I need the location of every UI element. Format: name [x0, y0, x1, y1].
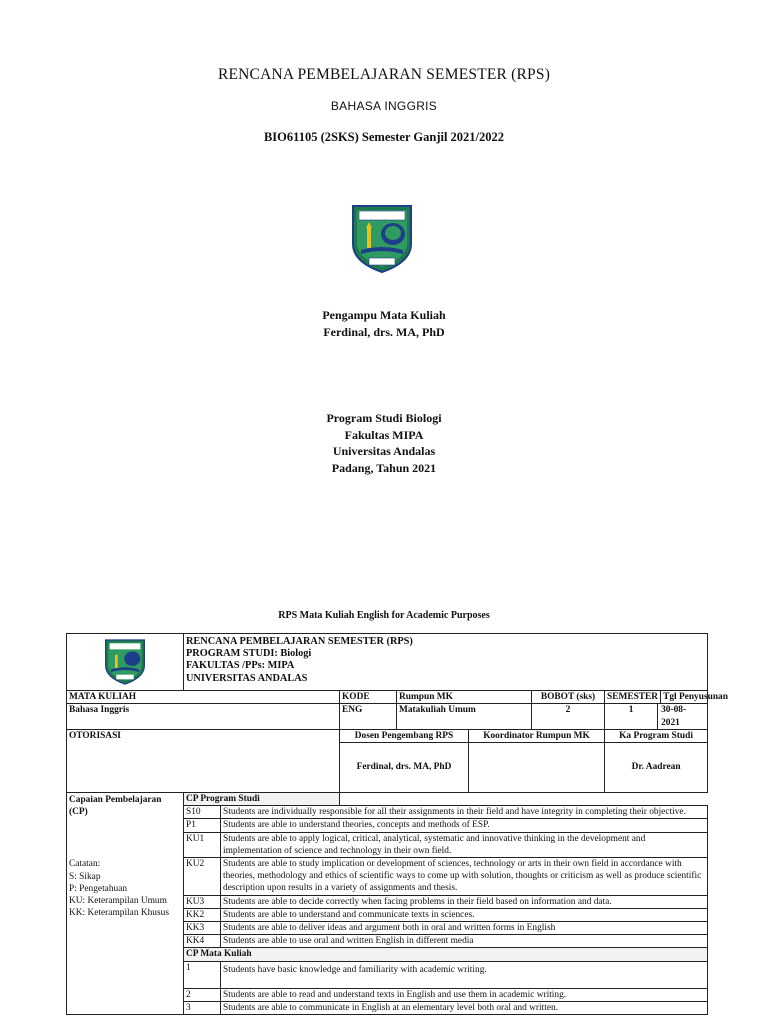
- cp-mk-code: 2: [184, 988, 221, 1001]
- cp-code: KU2: [184, 858, 221, 896]
- cp-text: Students are able to understand and communicate texts in sciences.: [221, 908, 708, 921]
- val-rumpun: Matakuliah Umum: [397, 704, 532, 729]
- col-semester: SEMESTER: [605, 691, 661, 703]
- cp-code: S10: [184, 806, 221, 819]
- cp-code: KK4: [184, 935, 221, 948]
- rps-table: [66, 633, 728, 1015]
- cp-mk-code: 3: [184, 1001, 221, 1014]
- university-name: Universitas Andalas: [332, 444, 436, 458]
- cp-text: Students are individually responsible for all their assignments in their field and have integrity in completing their objective.: [221, 806, 708, 819]
- cp-text: Students are able to deliver ideas and argument both in oral and written forms in English: [221, 922, 708, 935]
- val-bobot: 2: [532, 704, 605, 729]
- header-line: FAKULTAS /PPs: MIPA: [186, 660, 295, 672]
- catatan-line: KU: Keterampilan Umum: [69, 896, 167, 907]
- dosen-name: Ferdinal, drs. MA, PhD: [340, 743, 469, 793]
- val-kode: ENG: [340, 704, 397, 729]
- cp-text: Students are able to apply logical, critical, analytical, systematic and innovative thinking in the development and implementation of science and technology in their own field.: [221, 832, 708, 857]
- header-line: UNIVERSITAS ANDALAS: [186, 672, 308, 684]
- rps-heading: RPS Mata Kuliah English for Academic Purposes: [278, 610, 490, 621]
- lecturer-block: [0, 307, 768, 340]
- cp-mk-label: CP Mata Kuliah: [184, 948, 708, 961]
- catatan-line: KK: Keterampilan Khusus: [69, 908, 169, 919]
- cp-text: Students are able to understand theories, concepts and methods of ESP.: [221, 819, 708, 832]
- institution-block: [0, 410, 768, 476]
- kaprodi-name: Dr. Aadrean: [605, 743, 708, 793]
- cp-prodi-spacer: [340, 793, 708, 806]
- cp-code: KK3: [184, 922, 221, 935]
- col-semester-tgl: [605, 691, 728, 704]
- kaprodi-label: Ka Program Studi: [605, 729, 708, 742]
- col-rumpun: Rumpun MK: [397, 691, 532, 704]
- course-code-line: BIO61105 (2SKS) Semester Ganjil 2021/2022: [263, 130, 505, 144]
- cp-code: KK2: [184, 908, 221, 921]
- table-header-block: [184, 634, 708, 691]
- lecturer-label: Pengampu Mata Kuliah: [322, 308, 446, 322]
- dosen-label: Dosen Pengembang RPS: [340, 729, 469, 742]
- koordinator-label: Koordinator Rumpun MK: [469, 729, 605, 742]
- university-seal-small-logo: [100, 636, 150, 686]
- col-mata-kuliah: MATA KULIAH: [67, 691, 340, 704]
- cp-label-cell: [67, 793, 184, 1015]
- catatan-line: S: Sikap: [69, 871, 101, 882]
- place-year: Padang, Tahun 2021: [331, 460, 437, 475]
- val-tgl: 30-08-2021: [661, 705, 687, 728]
- koordinator-name: [469, 743, 605, 793]
- header-line: RENCANA PEMBELAJARAN SEMESTER (RPS): [186, 636, 413, 647]
- program-name: Program Studi Biologi: [326, 411, 442, 425]
- cp-label: Capaian Pembelajaran: [69, 795, 162, 806]
- cp-mk-text: Students have basic knowledge and familiarity with academic writing.: [221, 961, 708, 988]
- cp-code: KU3: [184, 895, 221, 908]
- catatan-line: Catatan:: [69, 859, 101, 870]
- val-mata-kuliah: Bahasa Inggris: [67, 704, 340, 729]
- table-logo-cell: [67, 634, 184, 691]
- val-semester: 1: [605, 704, 658, 728]
- subject-name: BAHASA INGGRIS: [330, 99, 438, 113]
- header-line: PROGRAM STUDI: Biologi: [186, 648, 312, 660]
- catatan-line: P: Pengetahuan: [69, 883, 128, 894]
- cp-mk-text: Students are able to read and understand texts in English and use them in academic writing.: [221, 988, 708, 1001]
- faculty-name: Fakultas MIPA: [344, 427, 424, 442]
- val-semester-tgl: [605, 704, 708, 729]
- col-bobot: BOBOT (sks): [532, 691, 605, 704]
- col-kode: KODE: [340, 691, 397, 704]
- cp-abbr: (CP): [69, 807, 88, 818]
- otorisasi-label: OTORISASI: [67, 729, 340, 792]
- cp-code: P1: [184, 819, 221, 832]
- col-tgl: Tgl Penyusunan: [663, 692, 728, 703]
- cp-text: Students are able to use oral and written English in different media: [221, 935, 708, 948]
- cp-mk-code: 1: [184, 961, 221, 988]
- lecturer-name: Ferdinal, drs. MA, PhD: [323, 324, 445, 339]
- university-seal-logo: [347, 200, 417, 275]
- cp-code: KU1: [184, 832, 221, 857]
- cp-prodi-label: CP Program Studi: [184, 793, 340, 806]
- document-title: RENCANA PEMBELAJARAN SEMESTER (RPS): [217, 66, 551, 83]
- cp-text: Students are able to decide correctly when facing problems in their field based on information and data.: [221, 895, 708, 908]
- cp-mk-text: Students are able to communicate in English at an elementary level both oral and written.: [221, 1001, 708, 1014]
- cp-text: Students are able to study implication or development of sciences, technology or arts in their own field in accordance with theories, methodology and ethics of scientific ways to come up with solution, thoughts or criticism as well as produce scientific description upon results in a variety of assignments and thesis.: [221, 858, 708, 896]
